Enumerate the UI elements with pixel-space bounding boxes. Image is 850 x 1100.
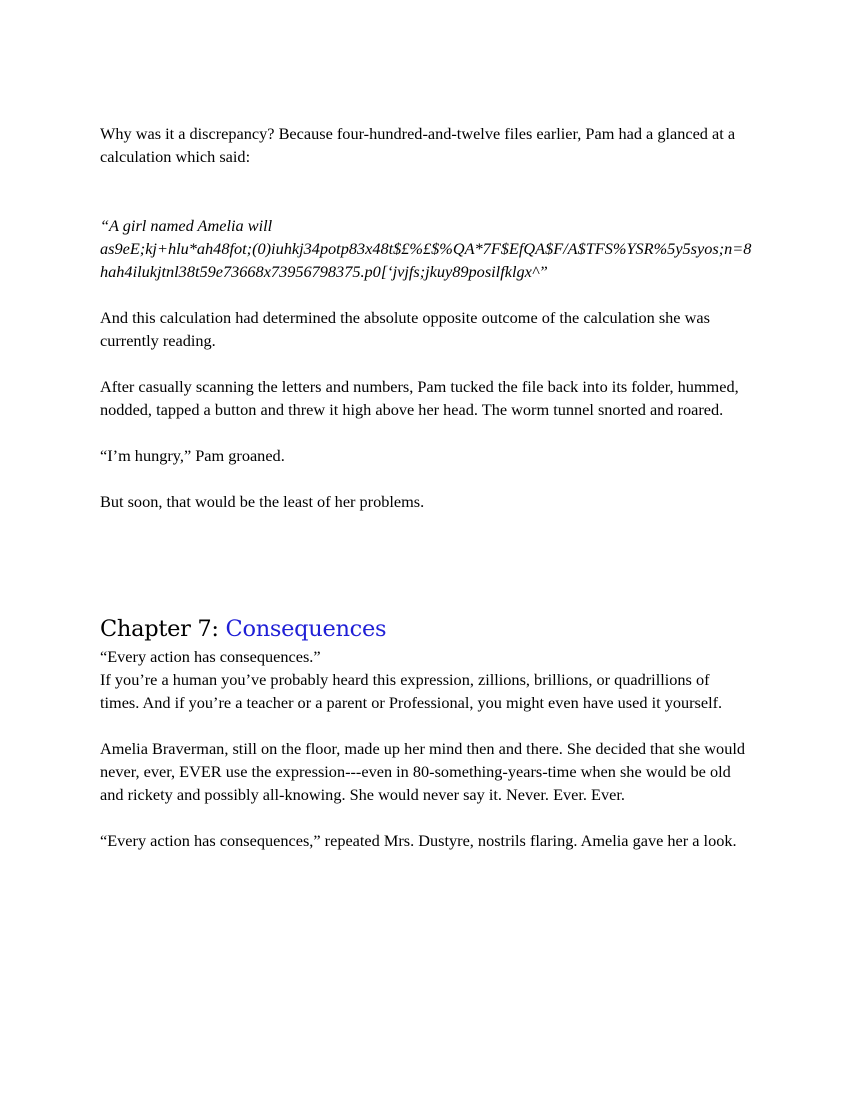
chapter-title-link[interactable]: Consequences — [225, 616, 387, 642]
paragraph-amelia-decision: Amelia Braverman, still on the floor, made up her mind then and there. She decided that she would never, ever, EVER use the expression---even in 80-something-years-time when she would be old and rickety and possibly all-knowing. She would never say it. Never. Ever. Ever. — [100, 739, 745, 804]
paragraph-expression: If you’re a human you’ve probably heard this expression, zillions, brillions, or quadrillions of times. And if you’re a teacher or a parent or Professional, you might even have used it yourself. — [100, 670, 723, 712]
document-body — [100, 122, 752, 852]
calculation-quote — [100, 214, 752, 283]
paragraph-mrs-dustyre: “Every action has consequences,” repeated Mrs. Dustyre, nostrils flaring. Amelia gave her a look. — [100, 831, 737, 850]
paragraph-every-action: “Every action has consequences.” — [100, 647, 321, 666]
calculation-string: as9eE;kj+hlu*ah48fot;(0)iuhkj34potp83x48t$£%£$%QA*7F$EfQA$F/A$TFS%YSR%5y5syos;n=8hah4ilukjtnl38t59e73668x73956798375.p0[‘jvjfs;jkuy89posilfklgx^” — [100, 239, 752, 281]
spacer — [100, 714, 752, 737]
spacer — [100, 467, 752, 490]
chapter-prefix: Chapter 7: — [100, 616, 226, 642]
spacer — [100, 513, 752, 613]
calculation-intro: “A girl named Amelia will — [100, 216, 273, 235]
spacer — [100, 806, 752, 829]
paragraph-opposite-outcome: And this calculation had determined the absolute opposite outcome of the calculation she was currently reading. — [100, 308, 710, 350]
spacer — [100, 283, 752, 306]
paragraph-hungry: “I’m hungry,” Pam groaned. — [100, 446, 285, 465]
spacer — [100, 168, 752, 214]
spacer — [100, 352, 752, 375]
paragraph-problems: But soon, that would be the least of her problems. — [100, 492, 425, 511]
spacer — [100, 421, 752, 444]
chapter-heading — [100, 613, 752, 645]
paragraph-scanning: After casually scanning the letters and numbers, Pam tucked the file back into its folder, hummed, nodded, tapped a button and threw it high above her head. The worm tunnel snorted and roared. — [100, 377, 739, 419]
paragraph-discrepancy: Why was it a discrepancy? Because four-hundred-and-twelve files earlier, Pam had a glanced at a calculation which said: — [100, 124, 736, 166]
